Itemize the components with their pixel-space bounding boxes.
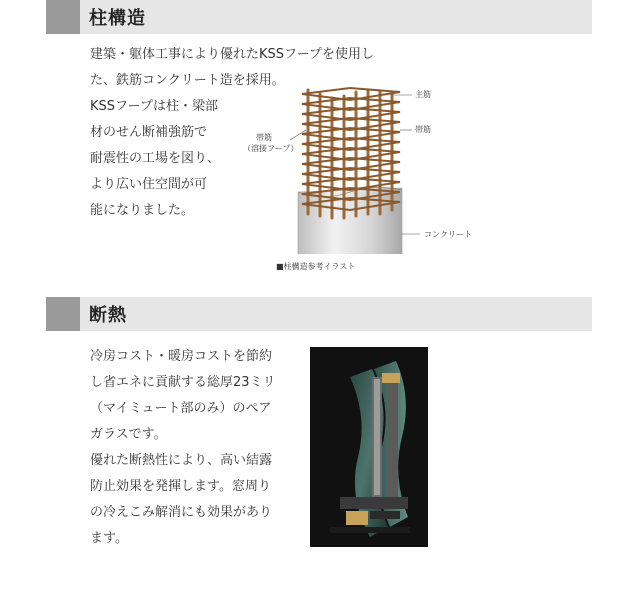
text-line: し省エネに貢献する総厚23ミリ xyxy=(90,375,276,390)
label-hoop-right: 帯筋 xyxy=(415,125,431,134)
text-line: た、鉄筋コンクリート造を採用。 xyxy=(90,73,285,88)
text-line: より広い住空間が可 xyxy=(90,177,208,192)
section-title: 柱構造 xyxy=(89,8,146,29)
label-concrete: コンクリート xyxy=(424,230,472,239)
text-line: 材のせん断補強筋で xyxy=(90,125,208,140)
text-line: ガラスです。 xyxy=(90,427,167,442)
text-line: の冷えこみ解消にも効果があり xyxy=(90,505,273,520)
text-line: KSSフープは柱・梁部 xyxy=(90,99,218,114)
text-line: 防止効果を発揮します。窓周り xyxy=(90,479,271,494)
text-line: 能になりました。 xyxy=(90,203,195,218)
pair-glass-illustration xyxy=(310,347,428,547)
section-marker xyxy=(46,297,80,331)
label-main-rebar: 主筋 xyxy=(415,90,431,99)
section-header-insulation xyxy=(46,297,592,331)
section-header-column-structure xyxy=(46,0,592,34)
text-line: 耐震性の工場を図り、 xyxy=(90,151,221,166)
text-line: （マイミュート部のみ）のペア xyxy=(90,401,272,416)
label-welded-hoop: （溶接フープ） xyxy=(243,144,299,153)
illustration-caption: ■柱構造参考イラスト xyxy=(276,262,356,271)
label-hoop-left: 帯筋 xyxy=(256,133,272,142)
text-line: 建築・躯体工事により優れたKSSフープを使用し xyxy=(90,47,374,62)
insulation-description xyxy=(90,344,276,552)
text-line: 優れた断熱性により、高い結露 xyxy=(90,453,273,468)
text-line: ます。 xyxy=(90,531,128,546)
section-marker xyxy=(46,0,80,34)
text-line: 冷房コスト・暖房コストを節約 xyxy=(90,349,273,364)
column-structure-illustration xyxy=(250,84,490,254)
section-title: 断熱 xyxy=(89,305,127,326)
